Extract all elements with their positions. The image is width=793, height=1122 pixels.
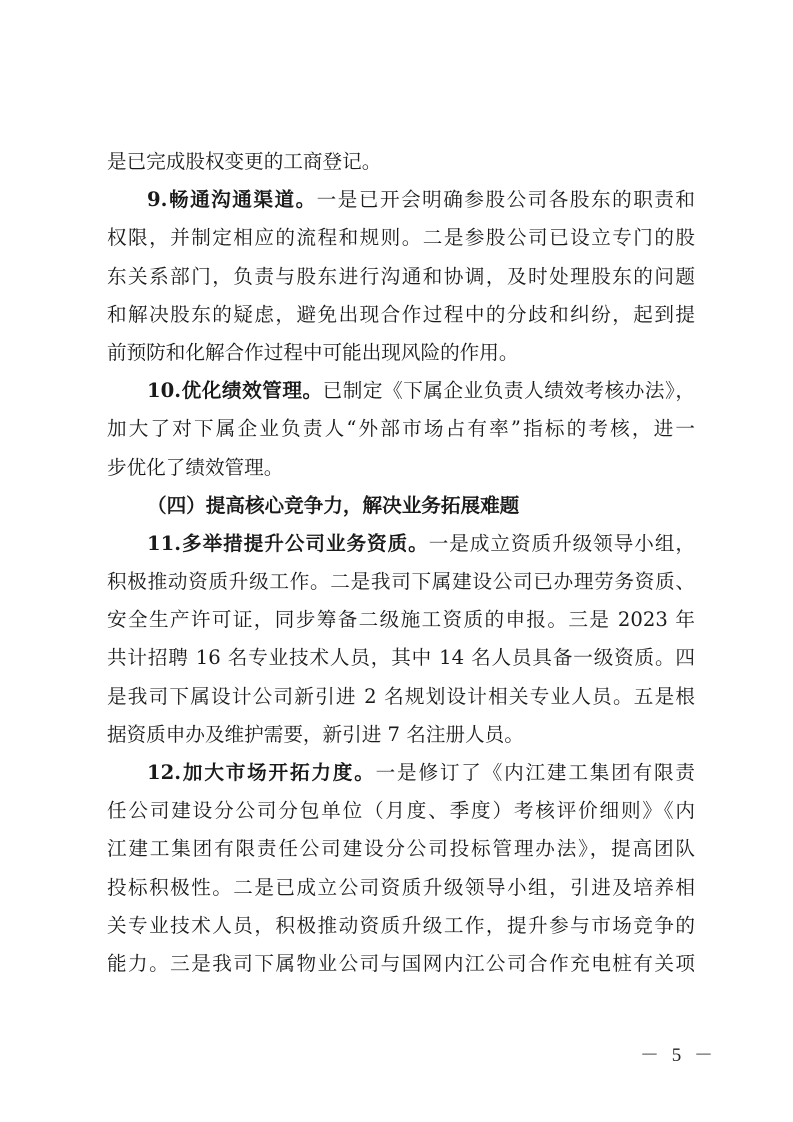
body-text: 和解决股东的疑虑，避免出现合作过程中的分歧和纠纷，起到提 xyxy=(107,302,695,326)
text-line xyxy=(107,601,695,639)
body-text: 加大了对下属企业负责人“外部市场占有率”指标的考核，进一 xyxy=(107,417,695,441)
text-line xyxy=(107,716,695,754)
heading-text: 12.加大市场开拓力度。 xyxy=(147,761,376,784)
heading-text: 11.多举措提升公司业务资质。 xyxy=(147,531,429,555)
body-text: 能力。三是我司下属物业公司与国网内江公司合作充电桩有关项 xyxy=(107,951,695,975)
body-text: 一是修订了《内江建工集团有限责 xyxy=(375,761,695,784)
text-line xyxy=(107,754,695,792)
text-line xyxy=(107,143,695,181)
text-line xyxy=(107,410,695,448)
text-line xyxy=(107,869,695,907)
text-line xyxy=(107,181,695,219)
body-text: 关专业技术人员，积极推动资质升级工作，提升参与市场竞争的 xyxy=(107,913,695,937)
text-line xyxy=(107,639,695,677)
body-text: 江建工集团有限责任公司建设分公司投标管理办法》，提高团队 xyxy=(107,837,695,861)
body-text: 东关系部门，负责与股东进行沟通和协调，及时处理股东的问题 xyxy=(107,264,695,288)
body-text: 投标积极性。二是已成立公司资质升级领导小组，引进及培养相 xyxy=(107,875,695,899)
text-line xyxy=(107,449,695,487)
text-line xyxy=(107,830,695,868)
body-text: 一是成立资质升级领导小组， xyxy=(428,531,696,555)
body-text: 安全生产许可证，同步筹备二级施工资质的申报。三是 2023 年 xyxy=(107,608,695,632)
body-text: 前预防和化解合作过程中可能出现风险的作用。 xyxy=(107,340,519,364)
heading-text: 9.畅通沟通渠道。 xyxy=(147,188,317,212)
heading-text: 10.优化绩效管理。 xyxy=(147,379,323,403)
text-line xyxy=(107,296,695,334)
document-body xyxy=(107,143,695,983)
heading-text: （四）提高核心竞争力，解决业务拓展难题 xyxy=(147,493,520,517)
body-text: 是我司下属设计公司新引进 2 名规划设计相关专业人员。五是根 xyxy=(107,684,695,708)
body-text: 据资质申办及维护需要，新引进 7 名注册人员。 xyxy=(107,722,524,746)
text-line xyxy=(107,334,695,372)
body-text: 任公司建设分公司分包单位（月度、季度）考核评价细则》《内 xyxy=(107,799,695,823)
text-line xyxy=(107,525,695,563)
body-text: 一是已开会明确参股公司各股东的职责和 xyxy=(316,188,695,212)
body-text: 共计招聘 16 名专业技术人员，其中 14 名人员具备一级资质。四 xyxy=(107,646,695,670)
page-number: － 5 － xyxy=(640,1045,718,1066)
body-text: 积极推动资质升级工作。二是我司下属建设公司已办理劳务资质、 xyxy=(107,570,695,594)
text-line xyxy=(107,219,695,257)
body-text: 权限，并制定相应的流程和规则。二是参股公司已设立专门的股 xyxy=(107,226,695,250)
text-line xyxy=(107,563,695,601)
body-text: 已制定《下属企业负责人绩效考核办法》， xyxy=(322,379,695,403)
text-line xyxy=(107,678,695,716)
text-line xyxy=(107,907,695,945)
body-text: 步优化了绩效管理。 xyxy=(107,455,284,479)
text-line xyxy=(107,487,695,525)
body-text: 是已完成股权变更的工商登记。 xyxy=(107,150,382,173)
text-line xyxy=(107,792,695,830)
text-line xyxy=(107,372,695,410)
text-line xyxy=(107,945,695,983)
text-line xyxy=(107,258,695,296)
